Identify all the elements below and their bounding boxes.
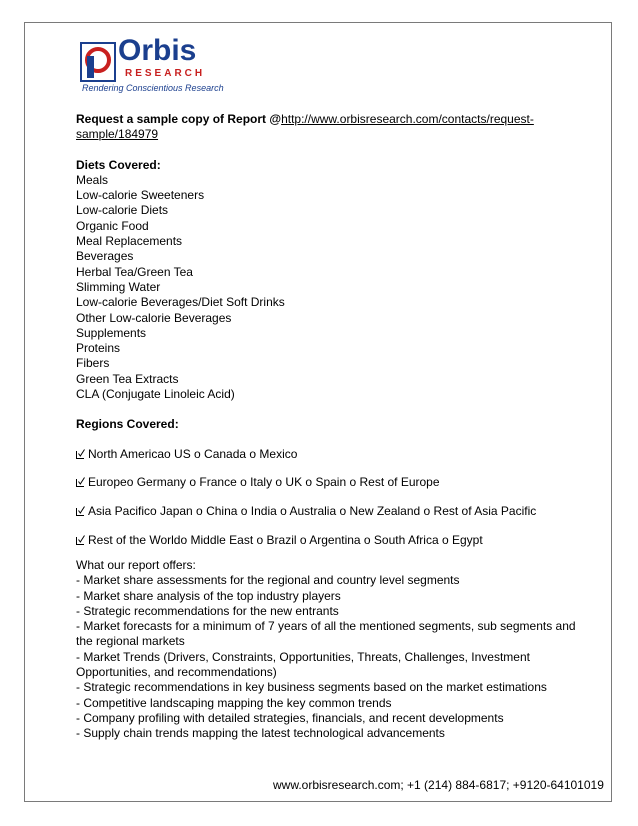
list-item: - Market forecasts for a minimum of 7 years of all the mentioned segments, sub segments and xyxy=(76,619,576,634)
document-body xyxy=(76,112,576,742)
diets-list xyxy=(76,173,566,402)
list-item: Meals xyxy=(76,172,109,187)
list-item: Green Tea Extracts xyxy=(76,371,179,386)
logo-tagline: Rendering Conscientious Research xyxy=(82,83,224,93)
request-link[interactable]: http://www.orbisresearch.com/contacts/request- xyxy=(281,112,534,126)
request-line xyxy=(76,112,566,127)
diets-heading: Diets Covered: xyxy=(76,157,161,172)
region-item xyxy=(76,475,566,490)
regions-heading: Regions Covered: xyxy=(76,417,179,432)
list-item: Proteins xyxy=(76,341,121,356)
region-text: Rest of the Worldo Middle East o Brazil o Argentina o South Africa o Egypt xyxy=(88,532,483,547)
request-link-line2[interactable]: sample/184979 xyxy=(76,127,159,142)
checkbox-bullet-icon xyxy=(76,449,85,459)
region-text: Asia Pacifico Japan o China o India o Australia o New Zealand o Rest of Asia Pacific xyxy=(88,504,537,519)
list-item: Supplements xyxy=(76,325,147,340)
checkbox-bullet-icon xyxy=(76,535,85,545)
list-item: - Market share analysis of the top industry players xyxy=(76,588,341,603)
logo-subtitle: RESEARCH xyxy=(125,68,206,79)
checkbox-bullet-icon xyxy=(76,477,85,487)
list-item: Beverages xyxy=(76,249,134,264)
list-item: - Supply chain trends mapping the latest technological advancements xyxy=(76,726,445,741)
list-item: Low-calorie Beverages/Diet Soft Drinks xyxy=(76,295,285,310)
region-item xyxy=(76,447,566,462)
region-item xyxy=(76,504,566,519)
region-text: North Americao US o Canada o Mexico xyxy=(88,446,298,461)
checkbox-bullet-icon xyxy=(76,506,85,516)
list-item: Organic Food xyxy=(76,218,149,233)
offers-list xyxy=(76,573,576,741)
list-item: Fibers xyxy=(76,356,110,371)
list-item: - Market share assessments for the regional and country level segments xyxy=(76,573,460,588)
list-item: - Market Trends (Drivers, Constraints, Opportunities, Threats, Challenges, Investment xyxy=(76,649,530,664)
region-item xyxy=(76,533,566,548)
list-item: - Company profiling with detailed strategies, financials, and recent developments xyxy=(76,710,504,725)
offers-heading: What our report offers: xyxy=(76,558,196,572)
list-item: - Competitive landscaping mapping the key common trends xyxy=(76,695,392,710)
list-item: - Strategic recommendations in key business segments based on the market estimations xyxy=(76,680,547,695)
list-item: CLA (Conjugate Linoleic Acid) xyxy=(76,387,235,402)
orbis-logo xyxy=(80,34,224,96)
orbis-logo-icon xyxy=(80,42,116,82)
list-item: the regional markets xyxy=(76,634,185,649)
request-label: Request a sample copy of Report @ xyxy=(76,112,282,126)
request-link-cont[interactable] xyxy=(76,127,566,142)
list-item: Herbal Tea/Green Tea xyxy=(76,264,193,279)
list-item: - Strategic recommendations for the new entrants xyxy=(76,603,339,618)
list-item: Opportunities, and recommendations) xyxy=(76,665,277,680)
logo-wordmark: Orbis xyxy=(118,34,197,67)
list-item: Slimming Water xyxy=(76,279,161,294)
footer-contact: www.orbisresearch.com; +1 (214) 884-6817; +9120-64101019 xyxy=(273,778,604,792)
list-item: Meal Replacements xyxy=(76,234,183,249)
region-text: Europeo Germany o France o Italy o UK o Spain o Rest of Europe xyxy=(88,475,440,490)
list-item: Low-calorie Diets xyxy=(76,203,169,218)
list-item: Low-calorie Sweeteners xyxy=(76,188,205,203)
list-item: Other Low-calorie Beverages xyxy=(76,310,232,325)
regions-list xyxy=(76,447,566,548)
